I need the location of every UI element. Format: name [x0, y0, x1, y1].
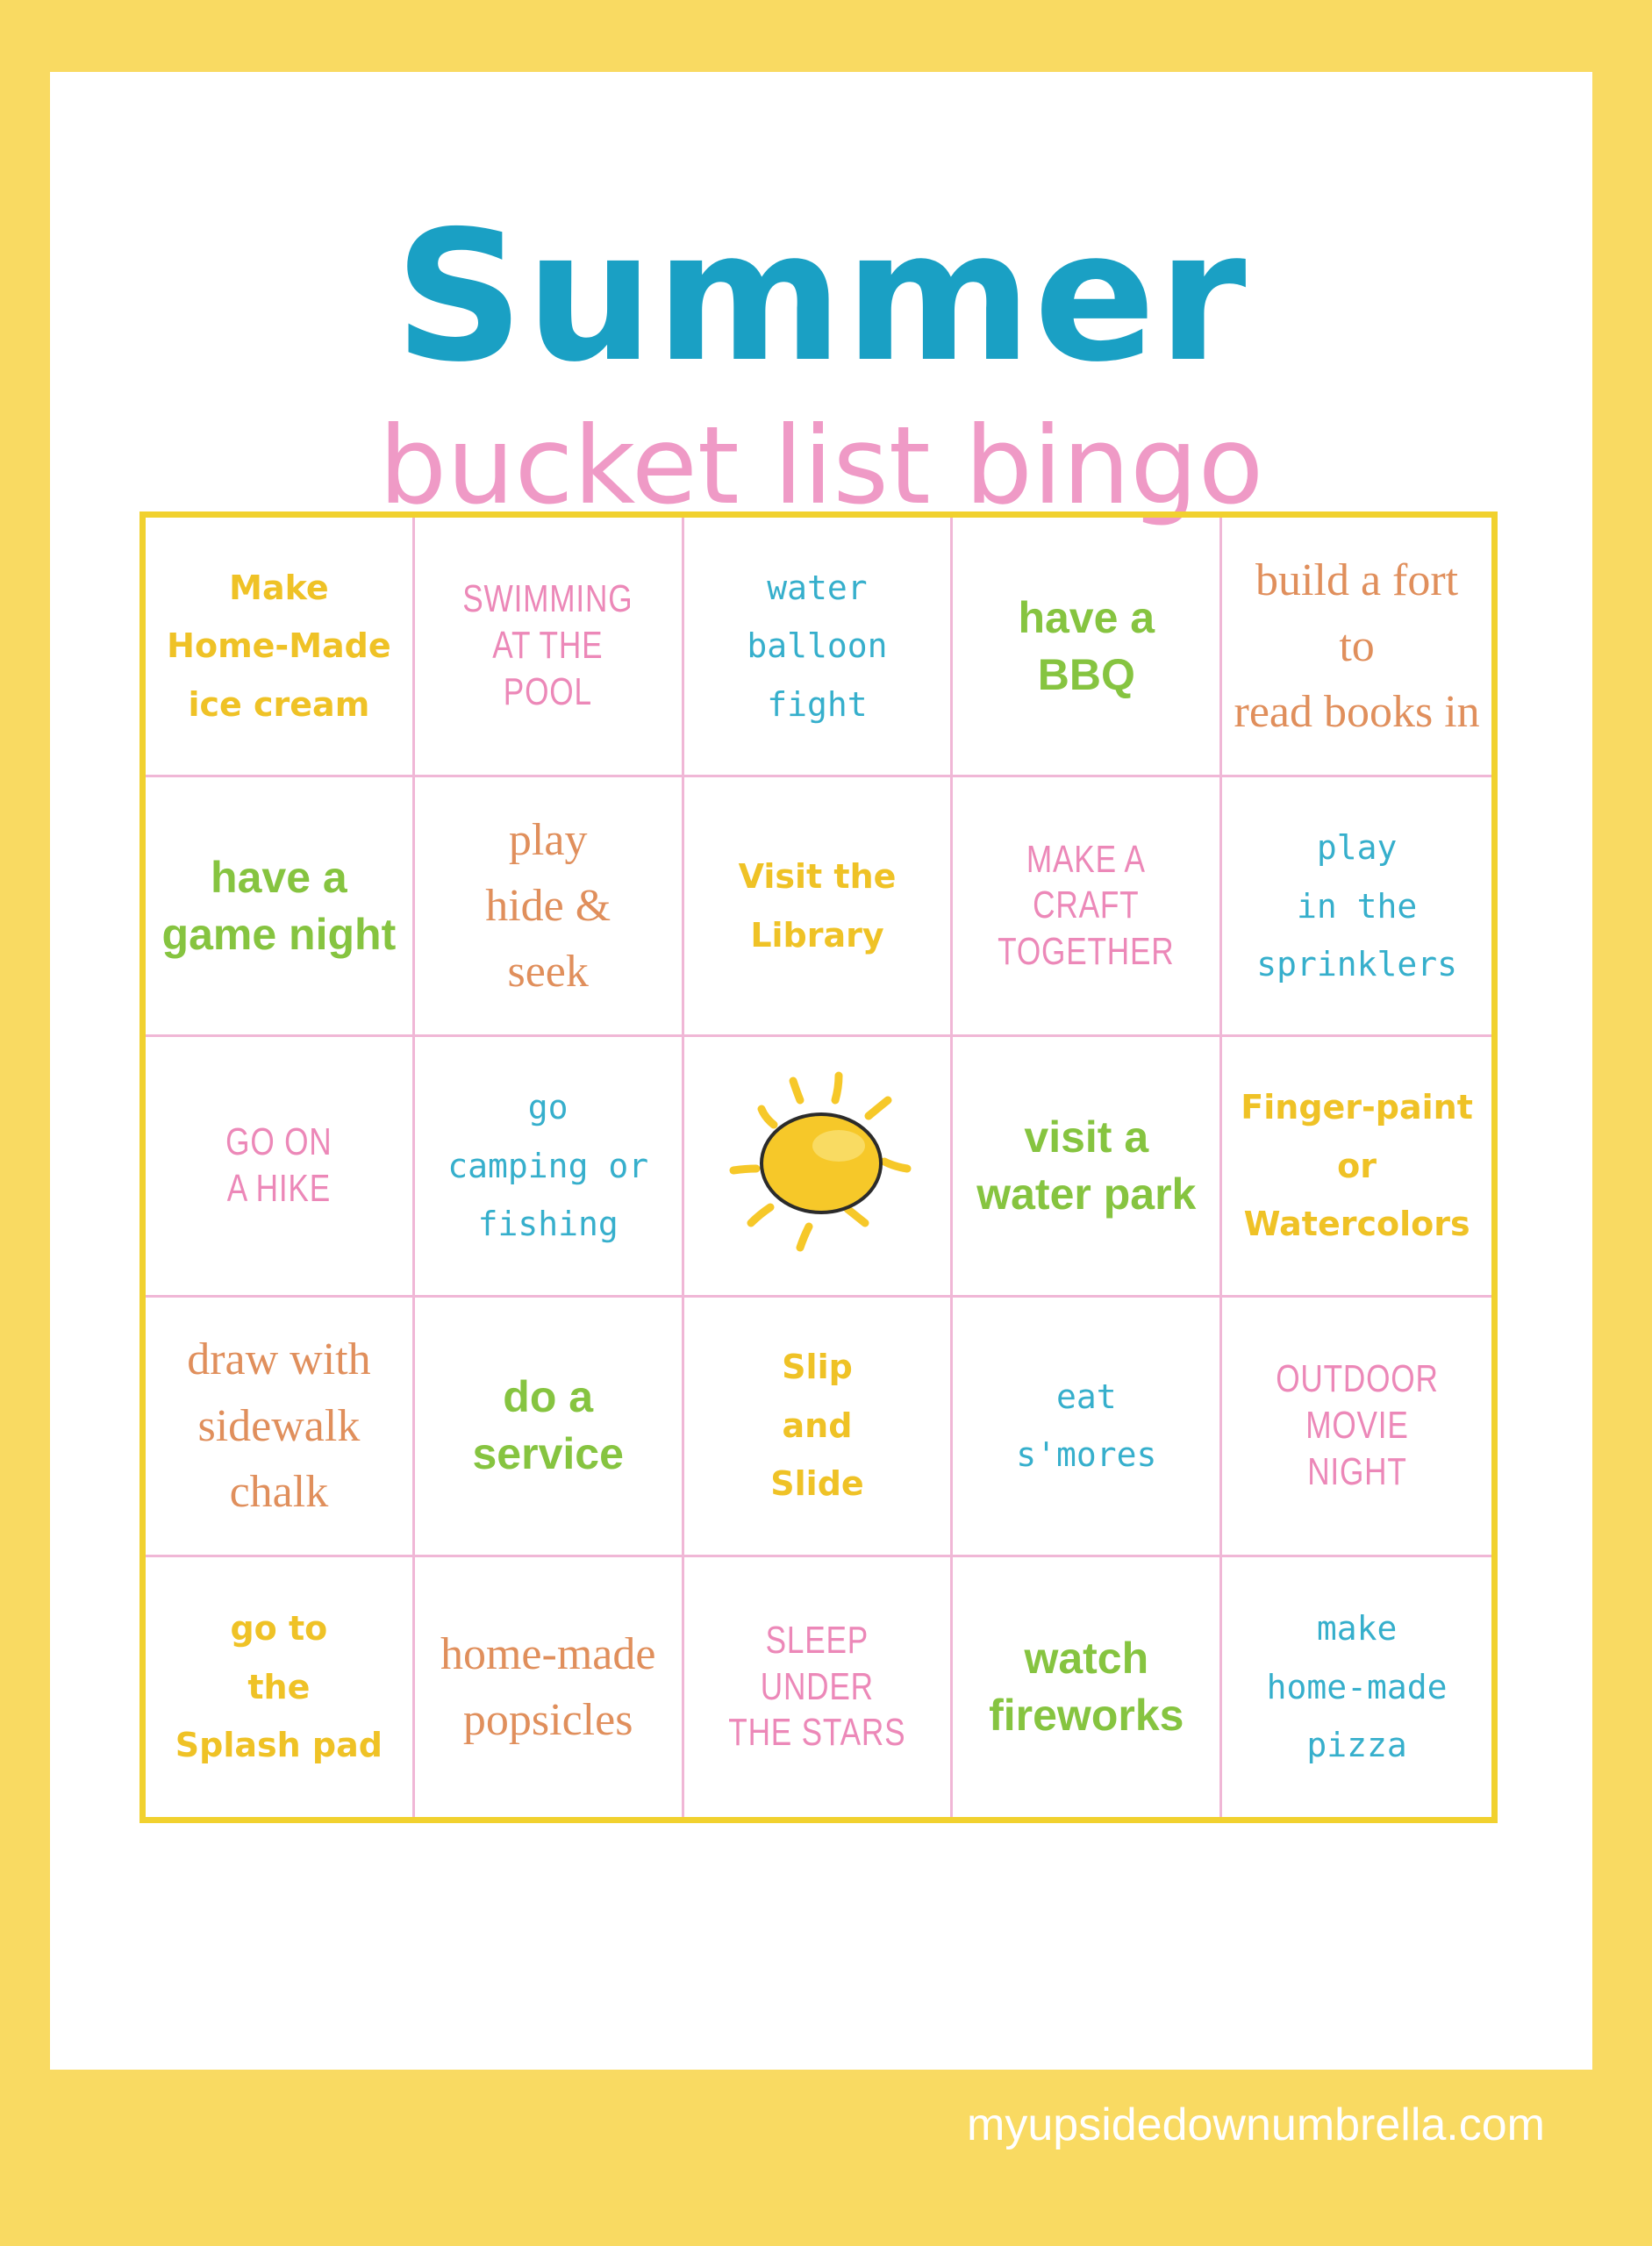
bingo-cell-text: Visit the Library	[738, 857, 897, 955]
bingo-cell	[415, 1298, 684, 1557]
bingo-cell	[1222, 777, 1491, 1037]
page-subtitle: bucket list bingo	[378, 404, 1264, 528]
bingo-cell	[1222, 1557, 1491, 1817]
bingo-cell-text: do a service	[472, 1372, 624, 1479]
bingo-cell	[953, 1298, 1222, 1557]
bingo-cell-center	[684, 1037, 954, 1297]
bingo-cell	[953, 1557, 1222, 1817]
bingo-cell	[146, 1298, 415, 1557]
bingo-cell-text: make home-made pizza	[1266, 1609, 1448, 1765]
bingo-cell	[415, 777, 684, 1037]
bingo-cell-text: water balloon fight	[747, 568, 888, 724]
bingo-cell	[1222, 1298, 1491, 1557]
bingo-cell-text: draw with sidewalk chalk	[187, 1334, 371, 1517]
bingo-cell-text: home-made popsicles	[440, 1628, 656, 1745]
bingo-cell	[953, 777, 1222, 1037]
bingo-cell	[146, 1557, 415, 1817]
bingo-cell	[953, 518, 1222, 777]
bingo-cell	[684, 518, 954, 777]
bingo-cell	[953, 1037, 1222, 1297]
bingo-cell-text: Slip and Slide	[770, 1348, 864, 1504]
sun-icon	[716, 1065, 918, 1267]
bingo-cell-text: have a BBQ	[1018, 592, 1155, 699]
bingo-cell	[146, 777, 415, 1037]
bingo-cell-text: have a game night	[161, 852, 397, 959]
bingo-cell-text: visit a water park	[976, 1112, 1197, 1219]
bingo-cell-text: SWIMMING AT THE POOL	[462, 577, 633, 713]
bingo-cell	[1222, 518, 1491, 777]
bingo-cell	[684, 1557, 954, 1817]
bingo-cell	[415, 518, 684, 777]
bingo-cell	[684, 1298, 954, 1557]
bingo-cell-text: eat s'mores	[1016, 1377, 1157, 1475]
bingo-cell	[146, 1037, 415, 1297]
bingo-cell-text: MAKE A CRAFT TOGETHER	[998, 837, 1175, 974]
bingo-cell-text: build a fort to read books in	[1234, 554, 1480, 738]
bingo-cell-text: Make Home-Made ice cream	[167, 568, 391, 724]
bingo-card	[50, 72, 1592, 2070]
bingo-cell	[1222, 1037, 1491, 1297]
page-title: Summer	[394, 193, 1248, 402]
bingo-cell	[415, 1557, 684, 1817]
bingo-cell-text: play hide & seek	[485, 814, 611, 998]
bingo-grid	[139, 511, 1498, 1823]
website-link[interactable]: myupsidedownumbrella.com	[967, 2099, 1545, 2150]
bingo-cell-text: go to the Splash pad	[175, 1609, 383, 1765]
bingo-cell-text: go camping or fishing	[447, 1088, 649, 1244]
bingo-cell-text: Finger-paint or Watercolors	[1241, 1088, 1473, 1244]
bingo-cell-text: OUTDOOR MOVIE NIGHT	[1275, 1357, 1439, 1493]
bingo-cell-text: watch fireworks	[989, 1633, 1184, 1740]
bingo-cell-text: play in the sprinklers	[1256, 828, 1457, 984]
bingo-cell	[146, 518, 415, 777]
bingo-cell-text: SLEEP UNDER THE STARS	[728, 1618, 906, 1755]
bingo-cell	[415, 1037, 684, 1297]
bingo-cell	[684, 777, 954, 1037]
bingo-cell-text: GO ON A HIKE	[225, 1120, 333, 1210]
